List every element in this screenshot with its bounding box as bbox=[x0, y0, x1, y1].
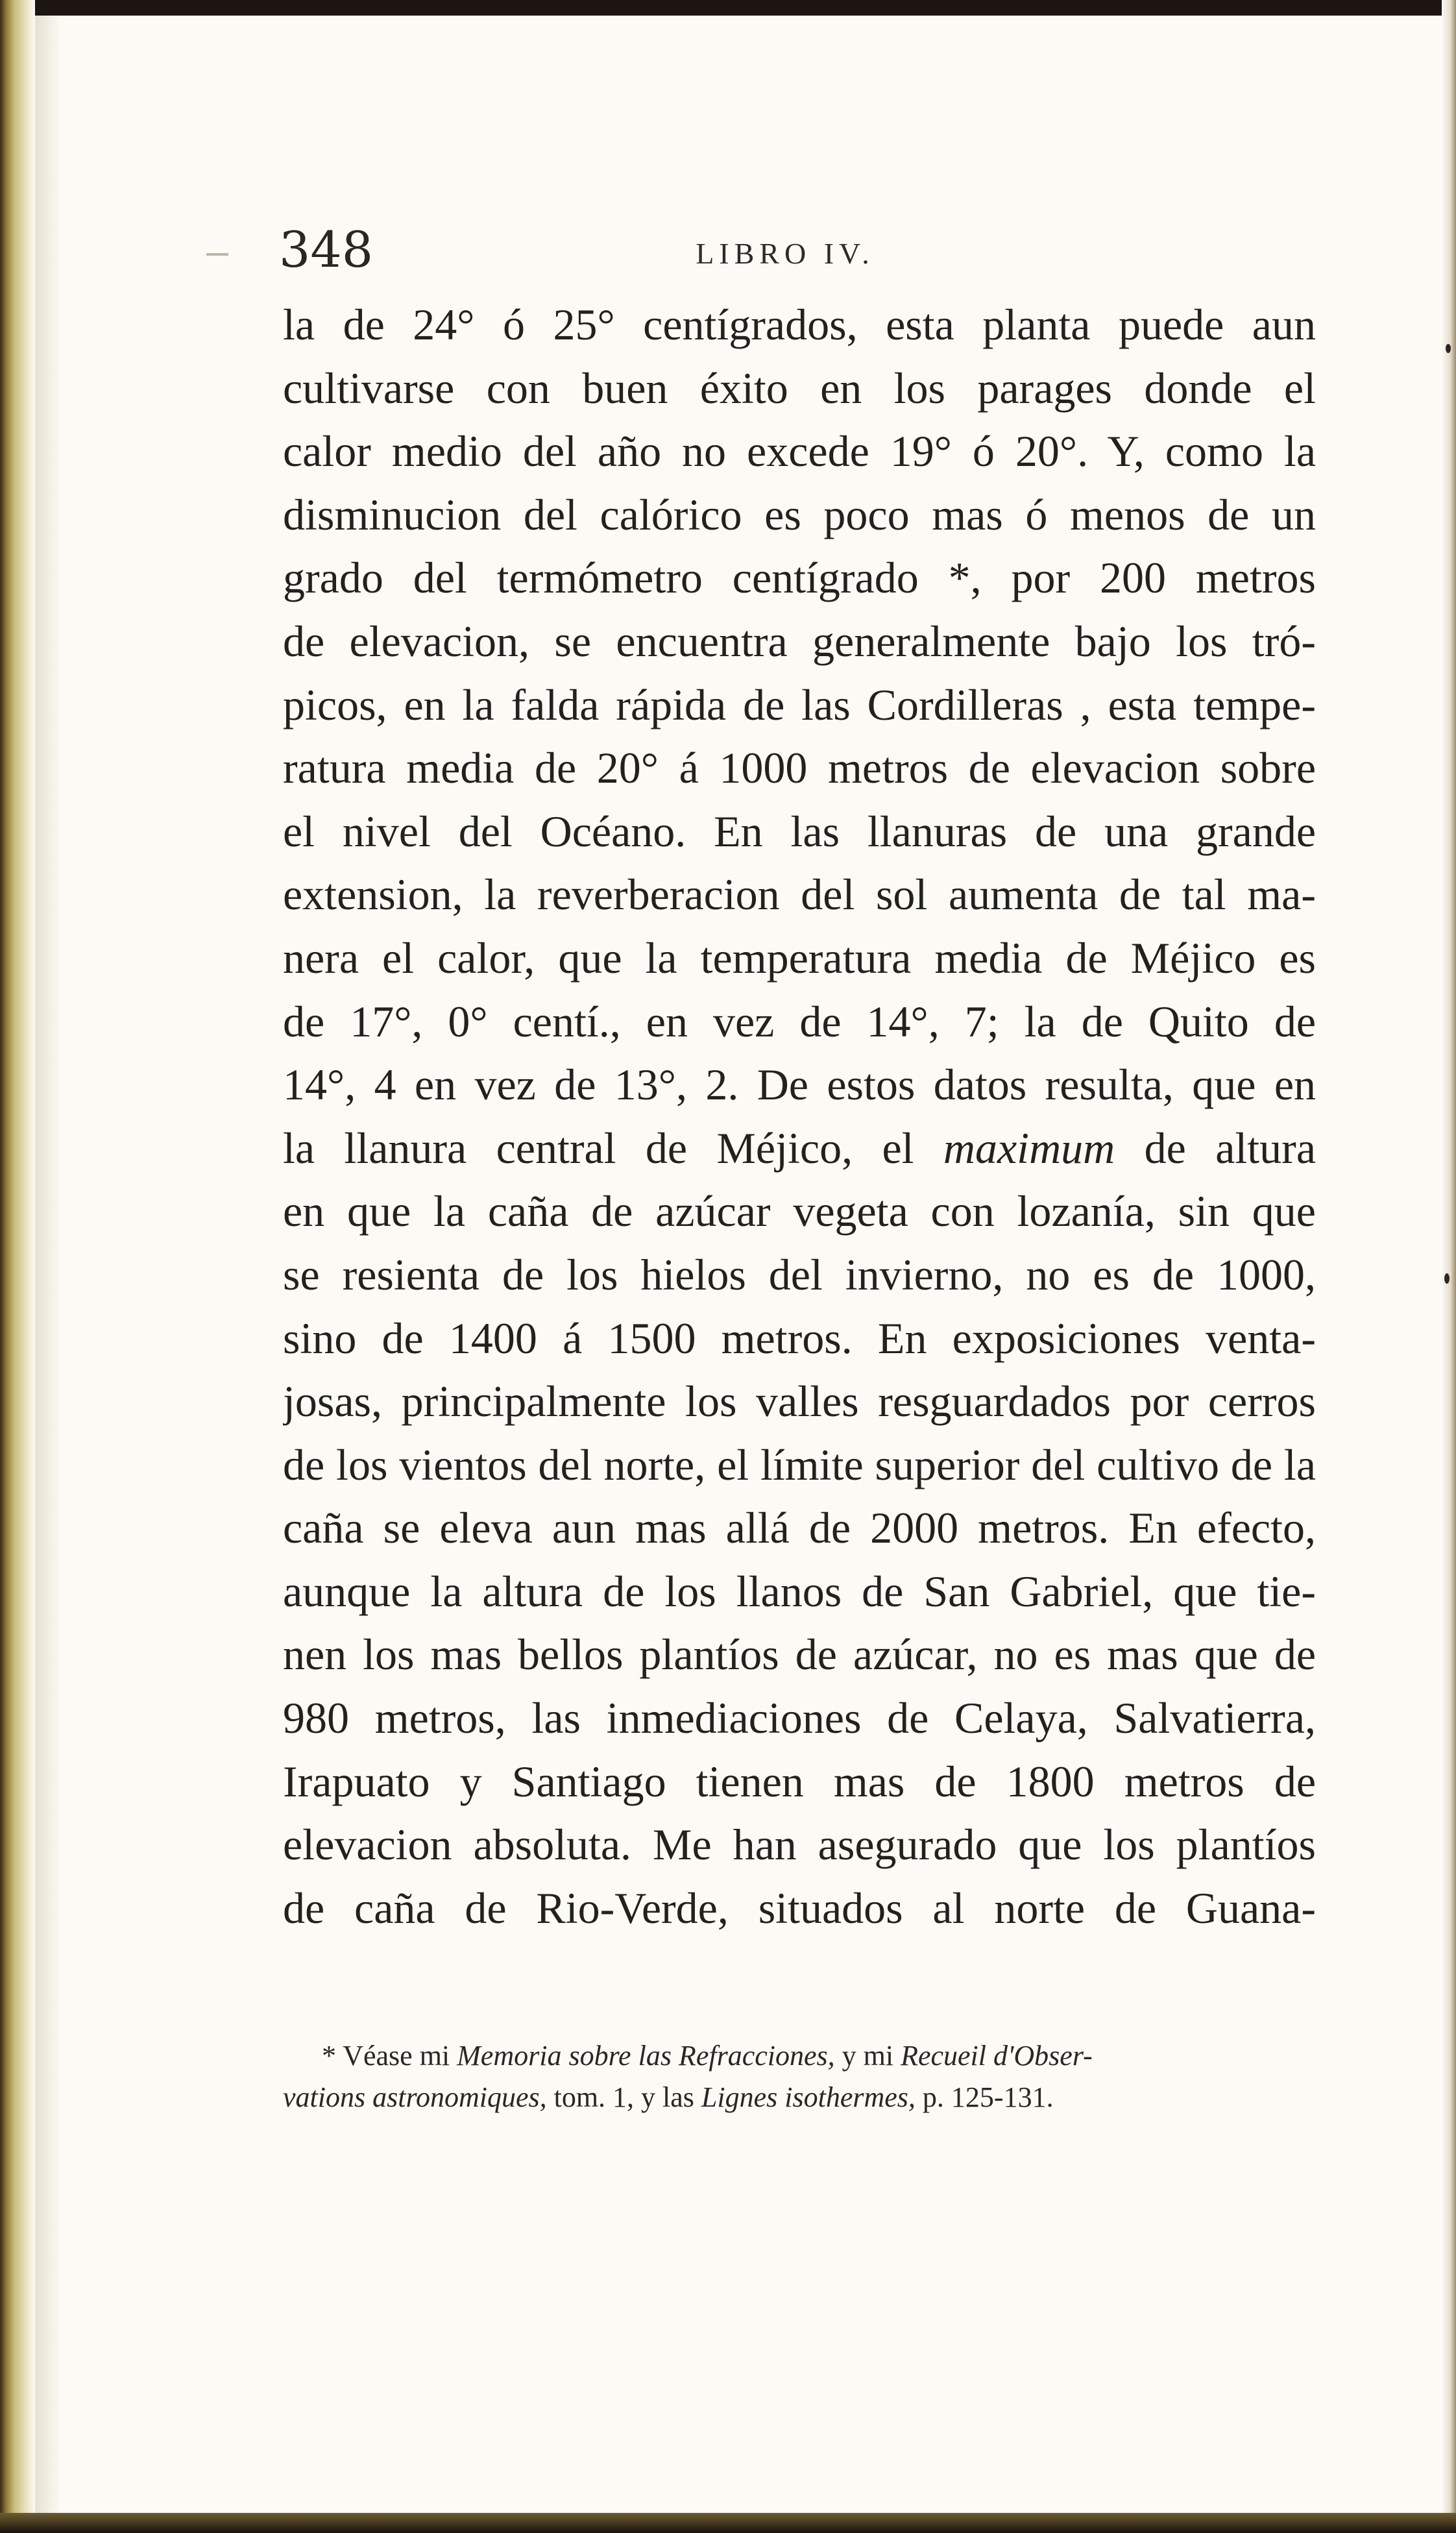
text-line: cultivarse con buen éxito en los parages donde el bbox=[283, 363, 1316, 413]
text-line: 14°, 4 en vez de 13°, 2. De estos datos resulta, que en bbox=[283, 1060, 1316, 1110]
text-line: nera el calor, que la temperatura media de Méjico es bbox=[283, 933, 1316, 983]
text-line: el nivel del Océano. En las llanuras de una grande bbox=[283, 806, 1316, 856]
footnote-citation: vations astronomiques, bbox=[283, 2081, 547, 2113]
text-line: extension, la reverberacion del sol aumenta de tal ma- bbox=[283, 870, 1316, 920]
text-line: se resienta de los hielos del invierno, no es de 1000, bbox=[283, 1249, 1316, 1299]
footnote-citation: Memoria sobre las Refracciones, bbox=[457, 2040, 835, 2072]
text-segment: de altura bbox=[1115, 1123, 1316, 1173]
footnote-citation: Recueil d'Obser- bbox=[901, 2040, 1093, 2072]
running-head: LIBRO IV. bbox=[696, 237, 875, 270]
text-line: disminucion del calórico es poco mas ó menos de un bbox=[283, 489, 1316, 539]
text-segment: la llanura central de Méjico, el bbox=[283, 1123, 943, 1173]
emphasized-word: maximum bbox=[943, 1123, 1115, 1173]
text-line: 980 metros, las inmediaciones de Celaya, Salvatierra, bbox=[283, 1693, 1316, 1743]
page-top-edge bbox=[0, 0, 1456, 16]
footnote-line bbox=[283, 2035, 1316, 2077]
footnote-line bbox=[283, 2077, 1316, 2118]
text-line: calor medio del año no excede 19° ó 20°. Y, como la bbox=[283, 426, 1316, 476]
gutter-shadow bbox=[35, 16, 61, 2513]
text-line: de los vientos del norte, el límite superior del cultivo de la bbox=[283, 1439, 1316, 1489]
text-line: la de 24° ó 25° centígrados, esta planta puede aun bbox=[283, 300, 1316, 349]
text-line: de caña de Rio-Verde, situados al norte de Guana- bbox=[283, 1883, 1316, 1933]
text-line: nen los mas bellos plantíos de azúcar, no es mas que de bbox=[283, 1630, 1316, 1680]
text-line: de elevacion, se encuentra generalmente bajo los tró- bbox=[283, 616, 1316, 666]
page-header bbox=[279, 221, 1316, 279]
text-line: Irapuato y Santiago tienen mas de 1800 metros de bbox=[283, 1756, 1316, 1806]
ink-speck bbox=[1446, 344, 1451, 353]
footnote bbox=[283, 2035, 1316, 2118]
footnote-text: * Véase mi bbox=[322, 2040, 457, 2072]
text-line: aunque la altura de los llanos de San Gabriel, que tie- bbox=[283, 1566, 1316, 1616]
binding-gutter bbox=[0, 0, 35, 2533]
body-text bbox=[283, 293, 1316, 1940]
text-line: grado del termómetro centígrado *, por 200 metros bbox=[283, 553, 1316, 603]
text-line: de 17°, 0° centí., en vez de 14°, 7; la de Quito de bbox=[283, 996, 1316, 1046]
page-right-edge bbox=[1442, 0, 1456, 2533]
footnote-text: tom. 1, y las bbox=[546, 2081, 701, 2113]
page-bottom-edge bbox=[0, 2513, 1456, 2533]
margin-dash bbox=[206, 253, 228, 256]
footnote-citation: Lignes isothermes, bbox=[701, 2081, 916, 2113]
text-line: elevacion absoluta. Me han asegurado que los plantíos bbox=[283, 1820, 1316, 1870]
text-line: picos, en la falda rápida de las Cordilleras , esta tempe- bbox=[283, 679, 1316, 729]
text-line: josas, principalmente los valles resguardados por cerros bbox=[283, 1377, 1316, 1426]
text-line: en que la caña de azúcar vegeta con lozanía, sin que bbox=[283, 1186, 1316, 1236]
ink-speck bbox=[1444, 1273, 1450, 1284]
text-line-with-emphasis bbox=[283, 1117, 1316, 1181]
text-line: ratura media de 20° á 1000 metros de elevacion sobre bbox=[283, 743, 1316, 793]
text-line: sino de 1400 á 1500 metros. En exposiciones venta- bbox=[283, 1313, 1316, 1363]
page-number: 348 bbox=[279, 221, 374, 278]
footnote-text: y mi bbox=[834, 2040, 901, 2072]
footnote-text: p. 125-131. bbox=[915, 2081, 1054, 2113]
text-line: caña se eleva aun mas allá de 2000 metros. En efecto, bbox=[283, 1503, 1316, 1553]
